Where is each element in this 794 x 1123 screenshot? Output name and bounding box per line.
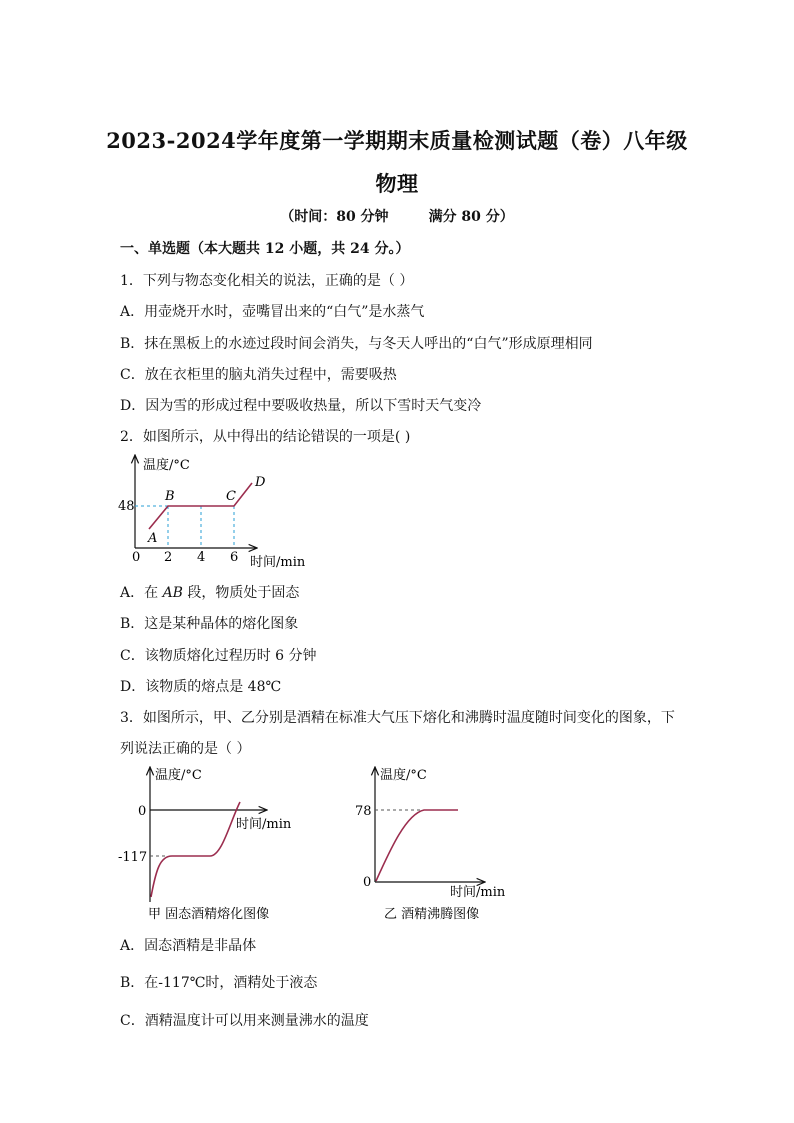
q2-option-c: C．该物质熔化过程历时 6 分钟: [120, 648, 317, 664]
point-d-label: D: [255, 475, 266, 490]
q2-option-a: [120, 582, 299, 602]
subject-title: 物理: [375, 171, 419, 196]
tick-4: 4: [197, 550, 206, 565]
exam-title: 2023-2024学年度第一学期期末质量检测试题（卷）八年级: [106, 128, 688, 153]
q3-melting-graph: [112, 762, 317, 927]
q3-option-c: C．酒精温度计可以用来测量沸水的温度: [120, 1013, 369, 1029]
exam-info: [0, 206, 794, 226]
caption: 甲 固态酒精熔化图像: [148, 907, 270, 922]
q1-option-d: D．因为雪的形成过程中要吸收热量，所以下雪时天气变冷: [120, 398, 482, 414]
point-a-label: A: [148, 531, 158, 546]
q2-a-suffix: 段，物质处于固态: [182, 585, 300, 601]
caption: 乙 酒精沸腾图像: [384, 907, 480, 922]
melting-curve: [151, 802, 240, 897]
q2-melting-graph: [110, 452, 330, 577]
tick-78: 78: [355, 804, 372, 819]
point-c-label: C: [226, 489, 236, 504]
q2-option-d: D．该物质的熔点是 48℃: [120, 679, 282, 695]
tick-2: 2: [164, 550, 173, 565]
q2-a-segment: AB: [162, 585, 183, 601]
tick-48: 48: [118, 499, 135, 514]
y-axis-label: 温度/°C: [143, 458, 190, 473]
q1-option-a: A．用壶烧开水时，壶嘴冒出来的“白气”是水蒸气: [120, 304, 425, 320]
q3-stem-line1: 3．如图所示，甲、乙分别是酒精在标准大气压下熔化和沸腾时温度随时间变化的图象，下: [120, 710, 675, 726]
tick-6: 6: [230, 550, 239, 565]
score-info: 满分 80 分）: [428, 209, 514, 225]
tick-minus-117: -117: [118, 850, 148, 865]
y-axis-label: 温度/°C: [380, 768, 427, 783]
y-axis-label: 温度/°C: [155, 768, 202, 783]
q2-option-b: B．这是某种晶体的熔化图象: [120, 616, 299, 632]
tick-0: 0: [138, 804, 147, 819]
x-axis-label: 时间/min: [250, 555, 306, 570]
x-axis-label: 时间/min: [450, 885, 506, 900]
q3-stem-line2: 列说法正确的是（ ）: [120, 741, 251, 757]
q2-a-prefix: A．在: [120, 585, 163, 601]
tick-0: 0: [132, 550, 141, 565]
q3-boiling-graph: [350, 762, 525, 927]
q1-option-c: C．放在衣柜里的脑丸消失过程中，需要吸热: [120, 367, 397, 383]
point-b-label: B: [165, 489, 175, 504]
q1-stem: 1．下列与物态变化相关的说法，正确的是（ ）: [120, 273, 414, 289]
q1-option-b: B．抹在黑板上的水迹过段时间会消失，与冬天人呼出的“白气”形成原理相同: [120, 336, 593, 352]
x-axis-label: 时间/min: [236, 817, 292, 832]
time-info: （时间：80 分钟: [280, 209, 389, 225]
boiling-curve: [376, 810, 458, 881]
q3-option-a: A．固态酒精是非晶体: [120, 938, 257, 954]
q3-option-b: B．在-117℃时，酒精处于液态: [120, 975, 318, 991]
q2-stem: 2．如图所示，从中得出的结论错误的一项是( ): [120, 429, 411, 445]
tick-0: 0: [363, 875, 372, 890]
section-heading: 一、单选题（本大题共 12 小题，共 24 分。）: [120, 241, 410, 257]
